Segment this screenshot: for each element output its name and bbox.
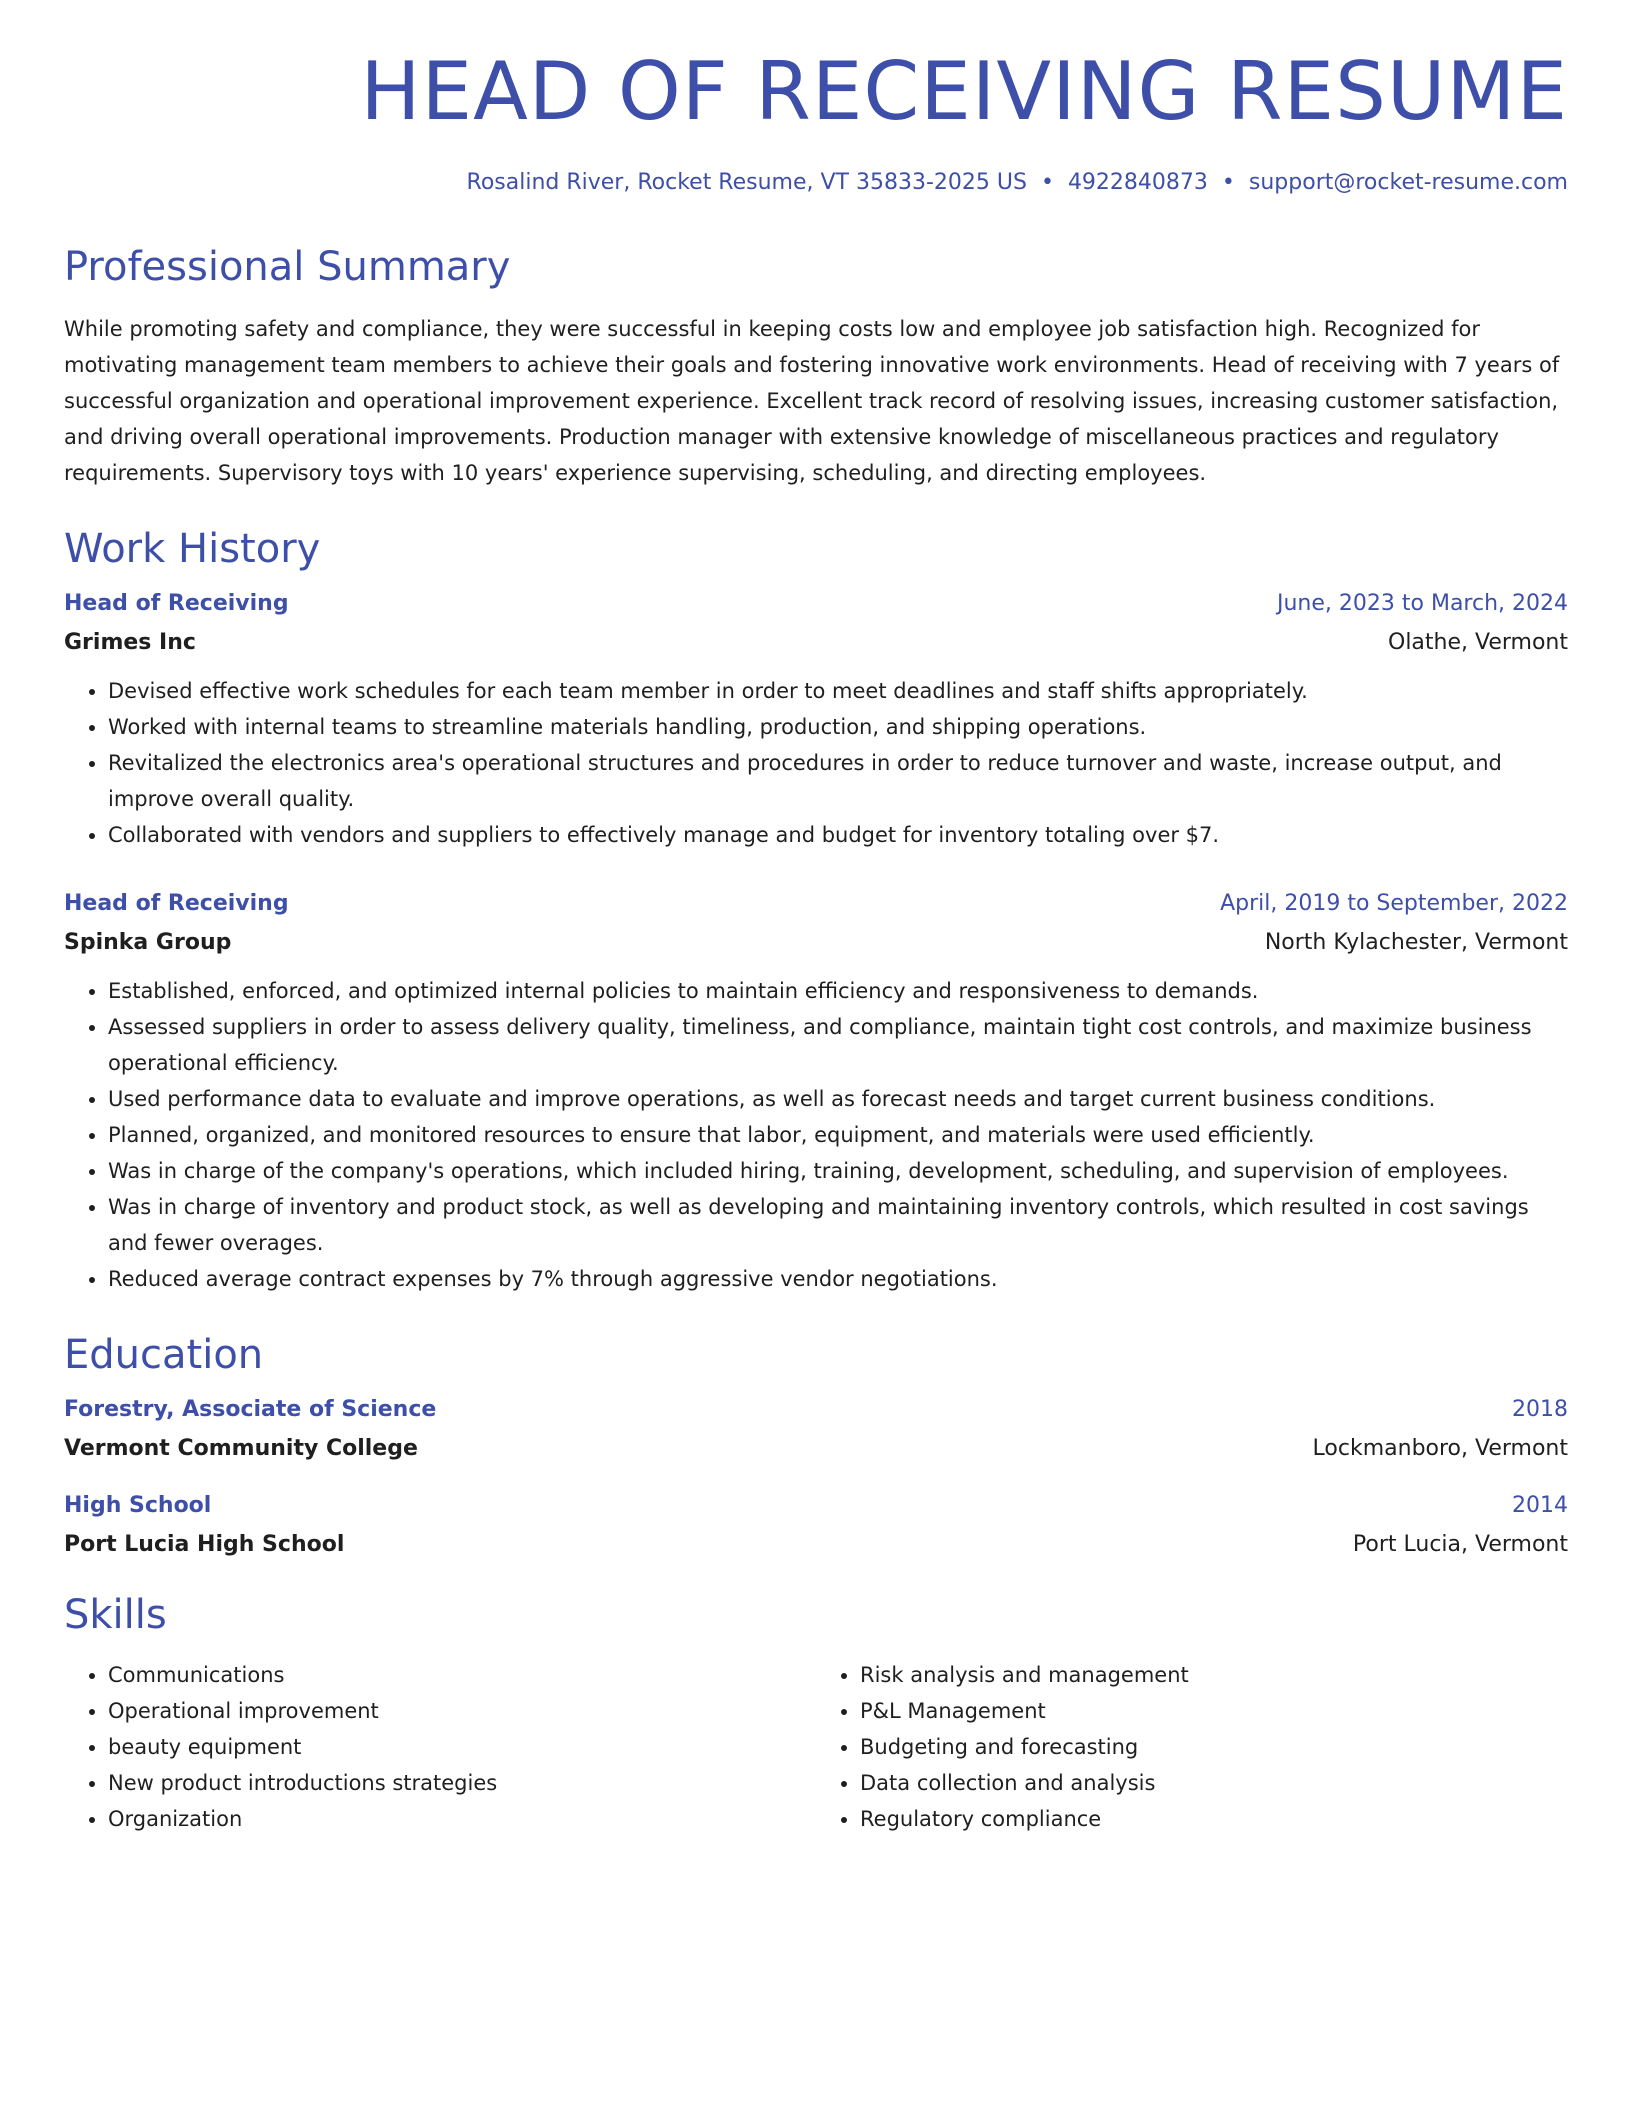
resume-title: HEAD OF RECEIVING RESUME <box>360 45 1568 138</box>
job-location: Olathe, Vermont <box>1388 630 1568 655</box>
contact-phone: 4922840873 <box>1067 170 1208 195</box>
skill-item: • Regulatory compliance <box>860 1801 1568 1837</box>
job-bullet: • Devised effective work schedules for each team member in order to meet deadlines and staff shifts appropriately. <box>108 673 1568 709</box>
contact-line <box>64 170 1568 195</box>
education-school: Vermont Community College <box>64 1436 418 1461</box>
contact-separator: • <box>1221 170 1235 195</box>
job-role: Head of Receiving <box>64 591 289 616</box>
education-year: 2018 <box>1512 1397 1568 1422</box>
skill-item: • beauty equipment <box>108 1729 816 1765</box>
job-entry <box>64 891 1568 1297</box>
job-dates: April, 2019 to September, 2022 <box>1220 891 1568 916</box>
education-heading: Education <box>64 1332 264 1378</box>
job-bullet: • Collaborated with vendors and suppliers to effectively manage and budget for inventory totaling over $7. <box>108 817 1568 853</box>
job-role: Head of Receiving <box>64 891 289 916</box>
resume-header <box>64 0 1568 195</box>
education-year: 2014 <box>1512 1493 1568 1518</box>
education-location: Port Lucia, Vermont <box>1352 1532 1568 1557</box>
skills-grid <box>64 1657 1568 1837</box>
job-bullet: • Was in charge of the company's operations, which included hiring, training, development, scheduling, and supervision of employees. <box>108 1153 1568 1189</box>
job-bullet: • Planned, organized, and monitored resources to ensure that labor, equipment, and materials were used efficiently. <box>108 1117 1568 1153</box>
job-bullet: • Established, enforced, and optimized internal policies to maintain efficiency and responsiveness to demands. <box>108 973 1568 1009</box>
skill-item: • P&L Management <box>860 1693 1568 1729</box>
education-degree: High School <box>64 1493 212 1518</box>
skill-item: • Budgeting and forecasting <box>860 1729 1568 1765</box>
job-company: Spinka Group <box>64 930 232 955</box>
job-bullet: • Assessed suppliers in order to assess delivery quality, timeliness, and compliance, maintain tight cost controls, and maximize business operational efficiency. <box>108 1009 1568 1081</box>
skill-item: • Risk analysis and management <box>860 1657 1568 1693</box>
education-degree: Forestry, Associate of Science <box>64 1397 437 1422</box>
job-bullet: • Used performance data to evaluate and improve operations, as well as forecast needs and target current business conditions. <box>108 1081 1568 1117</box>
contact-email: support@rocket-resume.com <box>1248 170 1568 195</box>
job-dates: June, 2023 to March, 2024 <box>1277 591 1568 616</box>
education-entry <box>64 1397 1568 1461</box>
job-bullet: • Reduced average contract expenses by 7% through aggressive vendor negotiations. <box>108 1261 1568 1297</box>
skills-list-left <box>64 1657 816 1837</box>
skills-list-right <box>816 1657 1568 1837</box>
education-entry <box>64 1493 1568 1557</box>
contact-separator: • <box>1040 170 1054 195</box>
skills-heading: Skills <box>64 1592 167 1638</box>
skill-item: • Organization <box>108 1801 816 1837</box>
job-bullets <box>64 673 1568 853</box>
skill-item: • Operational improvement <box>108 1693 816 1729</box>
work-history-heading: Work History <box>64 526 321 572</box>
job-entry <box>64 591 1568 853</box>
skill-item: • New product introductions strategies <box>108 1765 816 1801</box>
skill-item: • Communications <box>108 1657 816 1693</box>
job-location: North Kylachester, Vermont <box>1264 930 1568 955</box>
job-bullets <box>64 973 1568 1297</box>
education-school: Port Lucia High School <box>64 1532 345 1557</box>
education-location: Lockmanboro, Vermont <box>1312 1436 1568 1461</box>
skill-item: • Data collection and analysis <box>860 1765 1568 1801</box>
job-bullet: • Was in charge of inventory and product stock, as well as developing and maintaining inventory controls, which resulted in cost savings and fewer overages. <box>108 1189 1568 1261</box>
job-company: Grimes Inc <box>64 630 196 655</box>
summary-text: While promoting safety and compliance, they were successful in keeping costs low and employee job satisfaction high. Recognized for motivating management team members to achieve their goals and fostering innovative work environments. Head of receiving with 7 years of successful organization and operational improvement experience. Excellent track record of resolving issues, increasing customer satisfaction, and driving overall operational improvements. Production manager with extensive knowledge of miscellaneous practices and regulatory requirements. Supervisory toys with 10 years' experience supervising, scheduling, and directing employees. <box>64 317 1560 485</box>
contact-address: Rosalind River, Rocket Resume, VT 35833-2025 US <box>466 170 1027 195</box>
job-bullet: • Worked with internal teams to streamline materials handling, production, and shipping operations. <box>108 709 1568 745</box>
job-bullet: • Revitalized the electronics area's operational structures and procedures in order to reduce turnover and waste, increase output, and improve overall quality. <box>108 745 1568 817</box>
summary-heading: Professional Summary <box>64 244 511 290</box>
